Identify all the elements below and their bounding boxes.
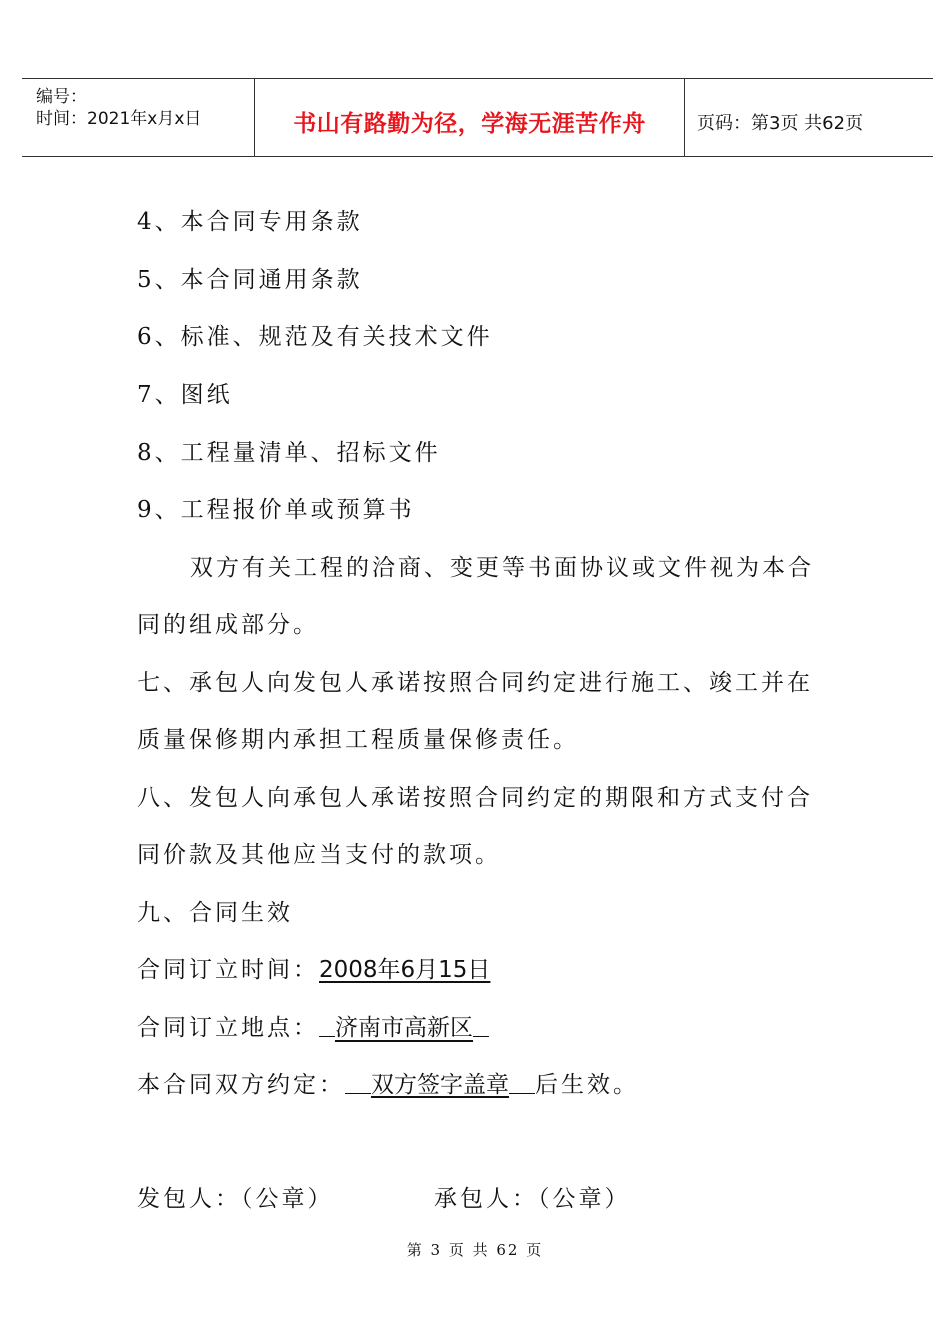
clause-seven-line: 七、承包人向发包人承诺按照合同约定进行施工、竣工并在 (137, 670, 813, 696)
list-item: 8、工程量清单、招标文件 (137, 440, 441, 466)
header-motto-cell (254, 79, 685, 156)
motto-text: 书山有路勤为径，学海无涯苦作舟 (293, 111, 646, 137)
agreement-suffix: 后生效。 (535, 1072, 639, 1098)
employer-seal-label: 发包人：（公章） (137, 1186, 334, 1212)
paragraph-line: 同的组成部分。 (137, 612, 319, 638)
sign-time-row (137, 951, 490, 984)
agreement-row (137, 1066, 639, 1099)
list-item: 9、工程报价单或预算书 (137, 497, 415, 523)
sign-time-label: 合同订立时间： (137, 957, 319, 983)
clause-seven-line: 质量保修期内承担工程质量保修责任。 (137, 727, 579, 753)
agreement-value: 双方签字盖章 (371, 1072, 509, 1098)
sign-time-value: 2008年6月15日 (319, 957, 491, 983)
paragraph-line: 双方有关工程的洽商、变更等书面协议或文件视为本合 (190, 555, 814, 581)
list-item: 5、本合同通用条款 (137, 267, 363, 293)
sign-place-value: 济南市高新区 (335, 1015, 473, 1041)
agreement-label: 本合同双方约定： (137, 1072, 345, 1098)
list-item: 7、图纸 (137, 382, 233, 408)
sign-place-row (137, 1009, 489, 1042)
clause-eight-line: 同价款及其他应当支付的款项。 (137, 842, 501, 868)
document-number-label: 编号： (36, 87, 87, 107)
header-bar (22, 78, 933, 157)
list-item: 6、标准、规范及有关技术文件 (137, 324, 493, 350)
page-code-label: 页码：第3页 共62页 (697, 113, 864, 134)
clause-nine-heading: 九、合同生效 (137, 900, 293, 926)
header-page-cell (685, 79, 933, 156)
header-meta-cell (22, 79, 254, 156)
clause-eight-line: 八、发包人向承包人承诺按照合同约定的期限和方式支付合 (137, 785, 813, 811)
list-item: 4、本合同专用条款 (137, 209, 363, 235)
sign-place-label: 合同订立地点： (137, 1015, 319, 1041)
document-time-label: 时间：2021年x月x日 (36, 109, 202, 129)
contractor-seal-label: 承包人：（公章） (434, 1186, 631, 1212)
page-footer: 第 3 页 共 62 页 (406, 1241, 544, 1259)
